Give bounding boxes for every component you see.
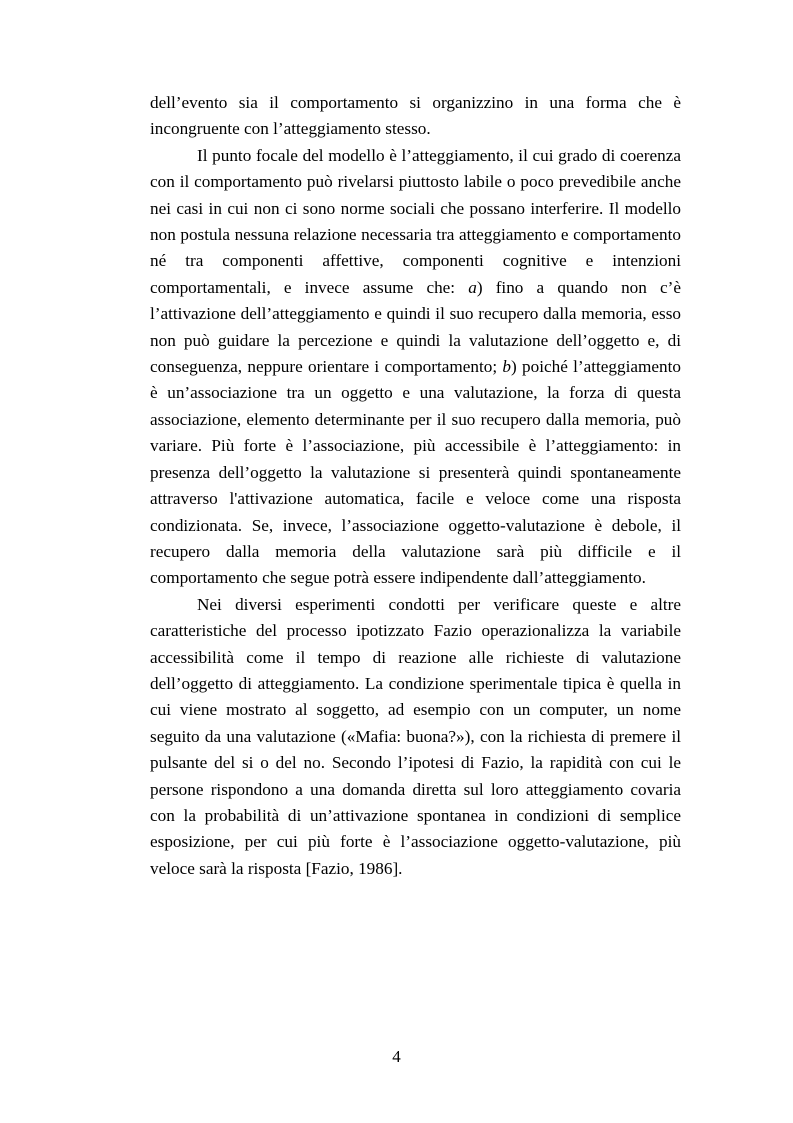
- paragraph-2-text-b: ) fino a quando non c’è l’attivazione dell’atteggiamento e quindi il suo recupero dalla memoria, esso non può guidare la percezione e quindi la valutazione dell’oggetto e, di conseguenza, neppure orientare i comportamento;: [150, 277, 681, 377]
- paragraph-3: [150, 592, 681, 882]
- paragraph-2-text-a: Il punto focale del modello è l’atteggiamento, il cui grado di coerenza con il comportamento può rivelarsi piuttosto labile o poco prevedibile anche nei casi in cui non ci sono norme sociali che possano interferire. Il modello non postula nessuna relazione necessaria tra atteggiamento e comportamento né tra componenti affettive, componenti cognitive e intenzioni comportamentali, e invece assume che:: [150, 145, 681, 297]
- paragraph-3-text: Nei diversi esperimenti condotti per verificare queste e altre caratteristiche del processo ipotizzato Fazio operazionalizza la variabile accessibilità come il tempo di reazione alle richieste di valutazione dell’oggetto di atteggiamento. La condizione sperimentale tipica è quella in cui viene mostrato al soggetto, ad esempio con un computer, un nome seguito da una valutazione («Mafia: buona?»), con la richiesta di premere il pulsante del si o del no. Secondo l’ipotesi di Fazio, la rapidità con cui le persone rispondono a una domanda diretta sul loro atteggiamento covaria con la probabilità di un’attivazione spontanea in condizioni di semplice esposizione, per cui più forte è l’associazione oggetto-valutazione, più veloce sarà la risposta [Fazio, 1986].: [150, 594, 681, 878]
- paragraph-1: [150, 90, 681, 143]
- list-marker-a: a: [468, 277, 477, 297]
- page-body: [150, 90, 681, 882]
- paragraph-2-text-c: ) poiché l’atteggiamento è un’associazione tra un oggetto e una valutazione, la forza di questa associazione, elemento determinante per il suo recupero dalla memoria, può variare. Più forte è l’associazione, più accessibile è l’atteggiamento: in presenza dell’oggetto la valutazione si presenterà quindi spontaneamente attraverso l'attivazione automatica, facile e veloce come una risposta condizionata. Se, invece, l’associazione oggetto-valutazione è debole, il recupero dalla memoria della valutazione sarà più difficile e il comportamento che segue potrà essere indipendente dall’atteggiamento.: [150, 357, 681, 588]
- paragraph-2: [150, 143, 681, 592]
- list-marker-b: b: [502, 357, 511, 377]
- page-number: 4: [392, 1047, 401, 1066]
- paragraph-1-text: dell’evento sia il comportamento si organizzino in una forma che è incongruente con l’atteggiamento stesso.: [150, 93, 681, 139]
